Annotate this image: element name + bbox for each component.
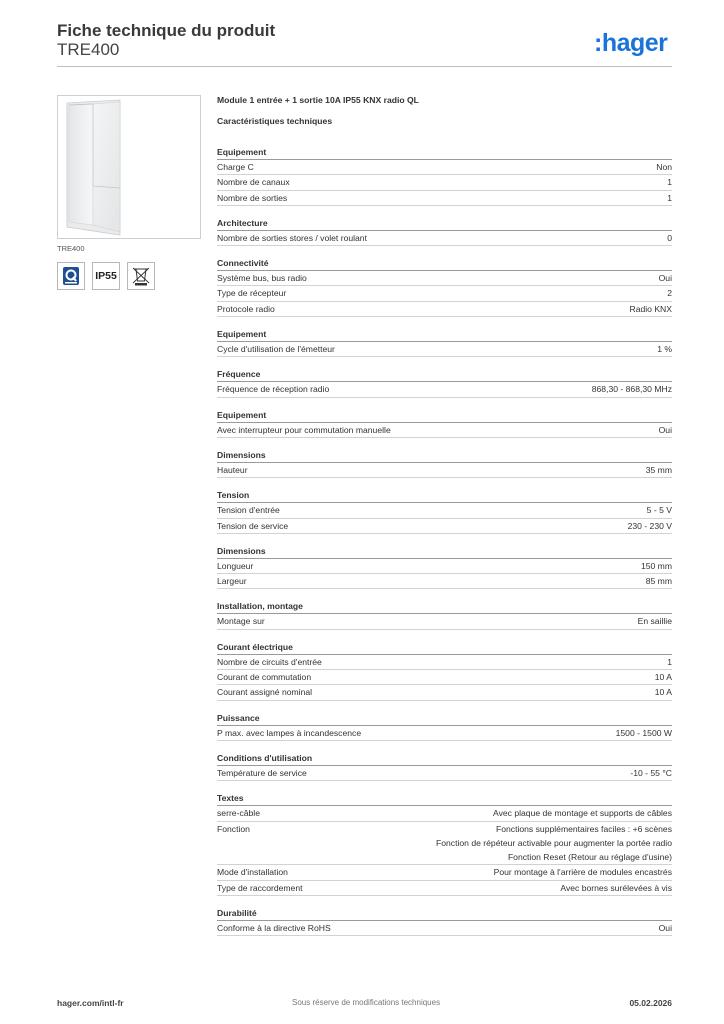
- spec-group: [217, 752, 672, 792]
- spec-value: Pour montage à l'arrière de modules encastrés: [493, 867, 672, 878]
- spec-group-spacer: [217, 630, 672, 641]
- spec-row: [217, 463, 672, 478]
- spec-label: Type de récepteur: [217, 288, 287, 299]
- spec-label: Température de service: [217, 767, 307, 778]
- spec-label: Charge C: [217, 162, 254, 172]
- spec-label: Tension de service: [217, 520, 289, 531]
- spec-value: 35 mm: [645, 464, 672, 475]
- spec-value: -10 - 55 °C: [630, 767, 672, 778]
- spec-group-title: Equipement: [217, 146, 672, 160]
- spec-label: Largeur: [217, 576, 247, 587]
- spec-value: 2: [667, 288, 672, 299]
- spec-group: [217, 545, 672, 601]
- spec-group: [217, 792, 672, 907]
- ip-rating-label: IP55: [95, 270, 117, 282]
- spec-row: [217, 271, 672, 286]
- spec-label: Hauteur: [217, 464, 248, 475]
- spec-row: [217, 286, 672, 301]
- spec-row: [217, 423, 672, 438]
- spec-value: Oui: [658, 273, 672, 284]
- footer-date: 05.02.2026: [629, 998, 672, 1008]
- spec-group-title: Dimensions: [217, 449, 672, 463]
- spec-row: [217, 806, 672, 821]
- spec-value: 150 mm: [640, 560, 672, 571]
- spec-label: Type de raccordement: [217, 882, 303, 893]
- spec-value: 1: [667, 177, 672, 188]
- spec-label: Conforme à la directive RoHS: [217, 923, 331, 934]
- spec-group-spacer: [217, 589, 672, 600]
- spec-group: [217, 907, 672, 936]
- spec-row: [217, 865, 672, 880]
- spec-group-title: Puissance: [217, 712, 672, 726]
- spec-group-title: Installation, montage: [217, 600, 672, 614]
- spec-row: [217, 766, 672, 781]
- spec-value: 1500 - 1500 W: [615, 727, 672, 738]
- quality-mark-icon: [57, 262, 85, 290]
- spec-group: [217, 712, 672, 752]
- spec-label: Cycle d'utilisation de l'émetteur: [217, 344, 335, 355]
- spec-group-spacer: [217, 534, 672, 545]
- spec-value: 0: [667, 232, 672, 243]
- spec-group-title: Courant électrique: [217, 641, 672, 655]
- hager-logo: :hager: [594, 29, 668, 57]
- spec-group-title: Dimensions: [217, 545, 672, 559]
- spec-group-spacer: [217, 478, 672, 489]
- spec-label: Protocole radio: [217, 303, 275, 314]
- spec-row: [217, 231, 672, 246]
- spec-group-title: Durabilité: [217, 907, 672, 921]
- spec-value: 1 %: [657, 344, 672, 355]
- spec-value: Radio KNX: [629, 303, 672, 314]
- spec-label: Nombre de canaux: [217, 177, 290, 188]
- spec-group: [217, 257, 672, 328]
- spec-group-spacer: [217, 701, 672, 712]
- spec-value: En saillie: [637, 616, 672, 627]
- spec-label: Tension d'entrée: [217, 505, 280, 516]
- spec-value: Non: [656, 162, 672, 172]
- spec-value: 868,30 - 868,30 MHz: [591, 384, 672, 395]
- spec-group: [217, 600, 672, 640]
- product-code: TRE400: [57, 40, 120, 59]
- spec-content: [217, 92, 672, 936]
- spec-row: [217, 191, 672, 206]
- spec-group: [217, 217, 672, 257]
- spec-group-spacer: [217, 741, 672, 752]
- document-title: Fiche technique du produit: [57, 21, 276, 40]
- spec-row: [217, 685, 672, 700]
- weee-bin-icon: [127, 262, 155, 290]
- spec-value: Fonctions supplémentaires faciles : +6 scènes Fonction de répéteur activable pour augmenter la portée radio Fonction Reset (Retour au réglage d'usine): [436, 823, 672, 863]
- spec-row: [217, 822, 672, 866]
- spec-row: [217, 519, 672, 534]
- spec-group: [217, 368, 672, 408]
- spec-value: 85 mm: [645, 576, 672, 587]
- spec-group: [217, 489, 672, 545]
- spec-label: Nombre de circuits d'entrée: [217, 656, 322, 667]
- spec-label: Courant de commutation: [217, 672, 312, 683]
- spec-group-spacer: [217, 206, 672, 217]
- spec-group-spacer: [217, 438, 672, 449]
- spec-row: [217, 175, 672, 190]
- spec-label: Fréquence de réception radio: [217, 384, 330, 395]
- spec-label: Mode d'installation: [217, 867, 288, 878]
- spec-value: 230 - 230 V: [627, 520, 672, 531]
- spec-value: 1: [667, 656, 672, 667]
- product-image: [57, 95, 201, 239]
- spec-label: Fonction: [217, 823, 250, 834]
- spec-label: serre-câble: [217, 808, 260, 819]
- product-illustration: [58, 96, 200, 238]
- spec-value: Avec bornes surélevées à vis: [560, 882, 672, 893]
- spec-group: [217, 449, 672, 489]
- spec-value: Oui: [658, 424, 672, 435]
- spec-group: [217, 328, 672, 368]
- spec-label: Avec interrupteur pour commutation manuelle: [217, 424, 391, 435]
- spec-row: [217, 921, 672, 936]
- spec-label: Nombre de sorties: [217, 192, 288, 203]
- spec-row: [217, 503, 672, 518]
- spec-label: P max. avec lampes à incandescence: [217, 727, 362, 738]
- spec-row: [217, 559, 672, 574]
- spec-value: 5 - 5 V: [646, 505, 672, 516]
- spec-group-title: Equipement: [217, 328, 672, 342]
- spec-group: [217, 641, 672, 712]
- footer-disclaimer: Sous réserve de modifications techniques: [292, 998, 441, 1007]
- spec-row: [217, 382, 672, 397]
- spec-row: [217, 160, 672, 175]
- spec-group-spacer: [217, 357, 672, 368]
- spec-group-title: Conditions d'utilisation: [217, 752, 672, 766]
- footer-website: hager.com/intl-fr: [57, 998, 124, 1008]
- spec-group-spacer: [217, 317, 672, 328]
- spec-row: [217, 655, 672, 670]
- spec-value: Avec plaque de montage et supports de câbles: [493, 808, 672, 819]
- ip55-badge: [92, 262, 120, 290]
- certifications: [57, 262, 155, 290]
- spec-group-spacer: [217, 398, 672, 409]
- spec-label: Montage sur: [217, 616, 265, 627]
- spec-label: Courant assigné nominal: [217, 687, 313, 698]
- spec-row: [217, 574, 672, 589]
- product-image-caption: TRE400: [57, 244, 85, 253]
- spec-group-title: Architecture: [217, 217, 672, 231]
- spec-group-spacer: [217, 781, 672, 792]
- spec-row: [217, 342, 672, 357]
- spec-value: 1: [667, 192, 672, 203]
- spec-heading: Caractéristiques techniques: [217, 116, 333, 126]
- spec-label: Nombre de sorties stores / volet roulant: [217, 232, 367, 243]
- spec-row: [217, 726, 672, 741]
- spec-row: [217, 614, 672, 629]
- spec-value: Oui: [658, 923, 672, 934]
- spec-group-spacer: [217, 896, 672, 907]
- spec-value: 10 A: [654, 672, 672, 683]
- spec-table: [217, 146, 672, 936]
- spec-group-title: Fréquence: [217, 368, 672, 382]
- spec-label: Longueur: [217, 560, 254, 571]
- spec-label: Système bus, bus radio: [217, 273, 307, 284]
- spec-group-title: Connectivité: [217, 257, 672, 271]
- spec-row: [217, 302, 672, 317]
- spec-row: [217, 881, 672, 896]
- header-divider: [57, 66, 672, 67]
- spec-group: [217, 409, 672, 449]
- spec-group: [217, 146, 672, 217]
- spec-group-title: Equipement: [217, 409, 672, 423]
- spec-value: 10 A: [654, 687, 672, 698]
- product-description: Module 1 entrée + 1 sortie 10A IP55 KNX radio QL: [217, 95, 419, 105]
- spec-group-title: Textes: [217, 792, 672, 806]
- spec-row: [217, 670, 672, 685]
- spec-group-spacer: [217, 246, 672, 257]
- spec-group-title: Tension: [217, 489, 672, 503]
